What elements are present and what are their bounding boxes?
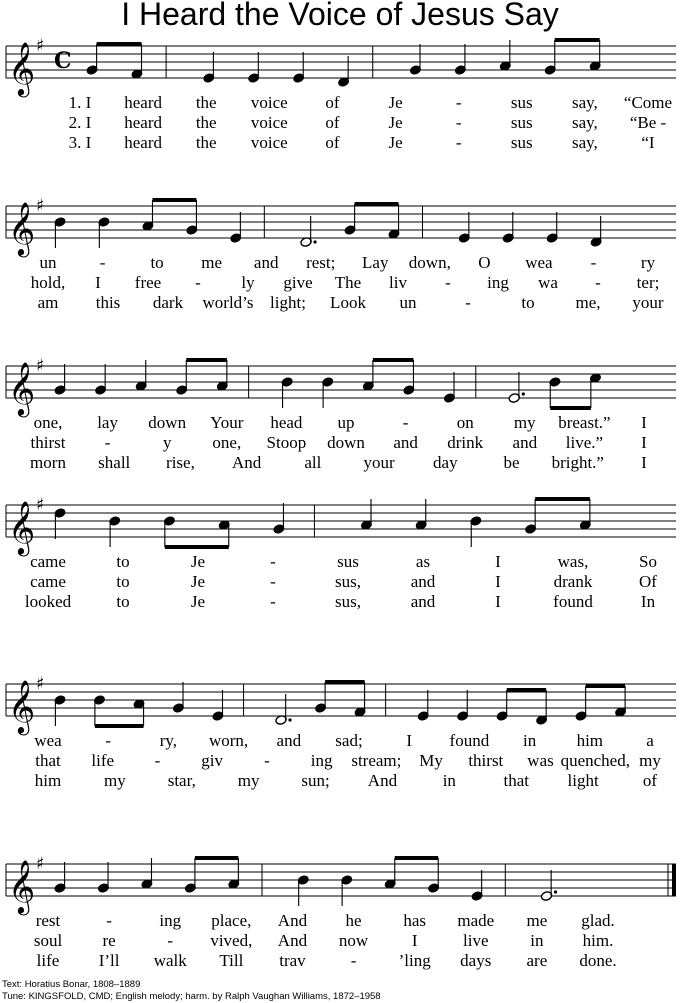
lyric-syllable: un — [39, 253, 57, 272]
lyric-syllable: - — [402, 413, 409, 432]
treble-clef: 𝄞 — [8, 500, 36, 554]
lyric-syllable: and — [410, 592, 436, 611]
lyric-syllable: - — [264, 751, 270, 770]
lyric-syllable: to — [150, 253, 164, 272]
lyric-syllable: sus — [337, 552, 359, 571]
lyric-syllable: ing — [310, 751, 333, 770]
lyric-syllable: days — [460, 951, 492, 970]
lyric-syllable: - — [445, 273, 451, 292]
lyric-syllable: trav — [279, 951, 306, 970]
hymn-title: I Heard the Voice of Jesus Say — [121, 0, 559, 32]
lyric-syllable: And — [232, 453, 262, 472]
lyric-syllable: and — [512, 433, 538, 452]
lyric-syllable: looked — [24, 592, 72, 611]
lyric-syllable: quenched, — [560, 751, 630, 770]
lyric-syllable: one, — [33, 413, 63, 432]
lyric-syllable: was — [527, 751, 554, 770]
lyric-syllable: Stoop — [266, 433, 307, 452]
lyric-syllable: - — [167, 931, 174, 950]
lyric-syllable: ’ling — [398, 951, 431, 970]
time-signature: C — [54, 48, 72, 74]
lyric-syllable: down, — [408, 253, 451, 272]
lyric-syllable: bright.” — [551, 453, 604, 472]
lyric-syllable: day — [433, 453, 458, 472]
treble-clef: 𝄞 — [8, 679, 36, 733]
lyric-syllable: 3. I — [68, 133, 92, 152]
lyric-syllable: soul — [33, 931, 63, 950]
lyric-syllable: life — [91, 751, 115, 770]
lyric-syllable: O — [478, 253, 491, 272]
lyric-syllable: - — [455, 133, 462, 152]
lyric-syllable: light; — [270, 293, 306, 312]
lyric-syllable: wa — [538, 273, 558, 292]
lyric-syllable: y — [162, 433, 172, 452]
lyric-syllable: - — [350, 951, 357, 970]
lyric-syllable: rest; — [306, 253, 336, 272]
lyric-syllable: sus — [510, 133, 533, 152]
lyric-syllable: Je — [190, 552, 206, 571]
lyric-syllable: And — [367, 771, 398, 790]
lyric-syllable: morn — [30, 453, 66, 472]
lyric-syllable: as — [415, 552, 431, 571]
lyric-syllable: all — [304, 453, 322, 472]
lyric-syllable: my — [513, 413, 536, 432]
lyric-syllable: in — [522, 731, 537, 750]
lyric-syllable: him — [576, 731, 604, 750]
lyric-syllable: my — [237, 771, 260, 790]
lyric-syllable: that — [503, 771, 529, 790]
lyric-syllable: your — [632, 293, 664, 312]
lyric-syllable: lay — [97, 413, 118, 432]
lyric-syllable: I — [641, 413, 647, 432]
lyric-syllable: sus, — [335, 592, 361, 611]
lyric-syllable: I — [406, 731, 413, 750]
lyric-syllable: my — [104, 771, 126, 790]
lyric-syllable: done. — [579, 951, 617, 970]
lyric-syllable: My — [419, 751, 443, 770]
key-signature-sharp: ♯ — [36, 495, 45, 515]
lyric-syllable: me, — [575, 293, 601, 312]
lyric-syllable: - — [105, 731, 112, 750]
lyric-syllable: “Come — [623, 93, 673, 112]
lyric-syllable: - — [455, 113, 462, 132]
lyric-syllable: - — [590, 253, 597, 272]
lyric-syllable: one, — [212, 433, 242, 452]
lyric-syllable: voice — [250, 133, 288, 152]
lyric-syllable: sus — [510, 113, 533, 132]
lyric-syllable: and — [410, 572, 436, 591]
lyric-syllable: - — [270, 572, 276, 591]
lyric-syllable: - — [154, 751, 161, 770]
lyric-syllable: live — [463, 931, 489, 950]
lyric-syllable: wea — [34, 731, 62, 750]
lyric-syllable: Look — [330, 293, 366, 312]
lyric-syllable: give — [283, 273, 313, 292]
lyric-syllable: say, — [571, 93, 598, 112]
lyric-syllable: 2. I — [68, 113, 92, 132]
augmentation-dot — [554, 890, 557, 893]
lyric-syllable: walk — [153, 951, 187, 970]
lyric-syllable: star, — [167, 771, 196, 790]
lyric-syllable: - — [595, 273, 601, 292]
lyric-syllable: Lay — [362, 253, 389, 272]
lyric-syllable: heard — [124, 93, 162, 112]
lyric-syllable: drank — [553, 572, 593, 591]
lyric-syllable: breast.” — [558, 413, 611, 432]
lyric-syllable: un — [399, 293, 417, 312]
lyric-syllable: head — [270, 413, 303, 432]
lyric-syllable: So — [639, 552, 657, 571]
lyric-syllable: giv — [201, 751, 224, 770]
lyric-syllable: thirst — [30, 433, 66, 452]
lyric-syllable: me — [201, 253, 223, 272]
lyric-syllable: live.” — [565, 433, 604, 452]
lyric-syllable: ry, — [159, 731, 178, 750]
lyric-syllable: - — [104, 433, 111, 452]
lyric-syllable: “I — [641, 133, 655, 152]
lyric-syllable: came — [30, 572, 66, 591]
lyric-syllable: of — [325, 113, 340, 132]
lyric-syllable: the — [195, 93, 217, 112]
lyric-syllable: I — [495, 572, 501, 591]
lyric-syllable: came — [30, 552, 66, 571]
lyric-syllable: the — [195, 133, 217, 152]
lyric-syllable: thirst — [468, 751, 504, 770]
lyric-syllable: Je — [388, 113, 403, 132]
lyric-syllable: I — [411, 931, 418, 950]
lyric-syllable: ter; — [636, 273, 660, 292]
lyric-syllable: I — [95, 273, 101, 292]
lyric-syllable: and — [253, 253, 279, 272]
key-signature-sharp: ♯ — [36, 356, 45, 376]
lyric-syllable: sad; — [335, 731, 363, 750]
lyric-syllable: I — [495, 552, 501, 571]
lyric-syllable: shall — [98, 453, 131, 472]
lyric-syllable: of — [325, 93, 340, 112]
lyric-syllable: ing — [487, 273, 509, 292]
lyric-syllable: And — [277, 931, 308, 950]
lyric-syllable: ly — [241, 273, 255, 292]
lyric-syllable: voice — [250, 93, 288, 112]
key-signature-sharp: ♯ — [36, 36, 45, 56]
lyric-syllable: in — [442, 771, 456, 790]
lyric-syllable: to — [116, 572, 130, 591]
lyric-syllable: and — [393, 433, 418, 452]
lyric-syllable: say, — [571, 133, 598, 152]
lyric-syllable: sus, — [335, 572, 361, 591]
treble-clef: 𝄞 — [8, 859, 36, 913]
lyric-syllable: are — [526, 951, 548, 970]
lyric-syllable: Your — [210, 413, 244, 432]
lyric-syllable: sun; — [301, 771, 330, 790]
lyric-syllable: The — [334, 273, 362, 292]
lyric-syllable: - — [270, 552, 276, 571]
lyric-syllable: heard — [124, 113, 162, 132]
lyric-syllable: In — [640, 592, 656, 611]
lyric-syllable: “Be - — [629, 113, 667, 132]
lyric-syllable: - — [106, 911, 112, 930]
lyric-syllable: - — [455, 93, 462, 112]
lyric-syllable: sus — [510, 93, 533, 112]
lyric-syllable: heard — [124, 133, 162, 152]
key-signature-sharp: ♯ — [36, 854, 45, 874]
lyric-syllable: liv — [389, 273, 407, 292]
lyric-syllable: on — [456, 413, 474, 432]
lyric-syllable: he — [345, 911, 362, 930]
lyric-syllable: world’s — [202, 293, 254, 312]
lyric-syllable: place, — [211, 911, 252, 930]
lyric-syllable: I — [495, 592, 501, 611]
lyric-syllable: dark — [152, 293, 184, 312]
lyric-syllable: my — [639, 751, 661, 770]
lyric-syllable: Je — [190, 572, 206, 591]
lyric-syllable: - — [270, 592, 276, 611]
lyric-syllable: Je — [388, 93, 403, 112]
lyric-syllable: - — [195, 273, 201, 292]
lyric-syllable: down — [148, 413, 187, 432]
lyric-syllable: in — [530, 931, 544, 950]
lyric-syllable: me — [526, 911, 548, 930]
lyric-syllable: to — [521, 293, 535, 312]
lyric-syllable: drink — [447, 433, 484, 452]
lyric-syllable: Je — [190, 592, 206, 611]
lyric-syllable: - — [465, 293, 471, 312]
lyric-syllable: And — [277, 911, 308, 930]
lyric-syllable: made — [457, 911, 495, 930]
lyric-syllable: your — [363, 453, 395, 472]
lyric-syllable: a — [646, 731, 654, 750]
lyric-syllable: glad. — [581, 911, 615, 930]
key-signature-sharp: ♯ — [36, 674, 45, 694]
lyric-syllable: found — [553, 592, 593, 611]
lyric-syllable: rise, — [166, 453, 195, 472]
lyric-syllable: - — [99, 253, 106, 272]
treble-clef: 𝄞 — [8, 201, 36, 255]
lyric-syllable: up — [337, 413, 355, 432]
lyric-syllable: be — [503, 453, 520, 472]
lyric-syllable: of — [325, 133, 340, 152]
lyric-syllable: was, — [557, 552, 589, 571]
lyric-syllable: ry — [640, 253, 656, 272]
lyric-syllable: worn, — [208, 731, 249, 750]
lyric-syllable: say, — [571, 113, 598, 132]
lyric-syllable: rest — [35, 911, 61, 930]
lyric-syllable: stream; — [351, 751, 402, 770]
lyric-syllable: life — [36, 951, 60, 970]
lyric-syllable: that — [35, 751, 61, 770]
lyric-syllable: now — [338, 931, 369, 950]
lyric-syllable: free — [134, 273, 162, 292]
lyric-syllable: light — [567, 771, 599, 790]
lyric-syllable: Till — [219, 951, 244, 970]
lyric-syllable: to — [116, 592, 130, 611]
lyric-syllable: re — [102, 931, 116, 950]
lyric-syllable: him — [34, 771, 62, 790]
lyric-syllable: this — [95, 293, 121, 312]
treble-clef: 𝄞 — [8, 41, 36, 95]
lyric-syllable: am — [37, 293, 59, 312]
lyric-syllable: found — [449, 731, 490, 750]
lyric-syllable: voice — [250, 113, 288, 132]
lyric-syllable: 1. I — [68, 93, 92, 112]
lyric-syllable: ing — [159, 911, 182, 930]
lyric-syllable: down — [327, 433, 365, 452]
tune-credit: Tune: KINGSFOLD, CMD; English melody; harm. by Ralph Vaughan Williams, 1872–1958 — [2, 991, 381, 1002]
lyric-syllable: I — [641, 433, 647, 452]
lyric-syllable: Je — [388, 133, 403, 152]
key-signature-sharp: ♯ — [36, 196, 45, 216]
text-credit: Text: Horatius Bonar, 1808–1889 — [2, 979, 141, 990]
lyric-syllable: him. — [582, 931, 614, 950]
lyric-syllable: to — [116, 552, 130, 571]
lyric-syllable: of — [642, 771, 658, 790]
treble-clef: 𝄞 — [8, 361, 36, 415]
lyric-syllable: I’ll — [98, 951, 120, 970]
lyric-syllable: Of — [639, 572, 657, 591]
lyric-syllable: has — [403, 911, 426, 930]
lyric-syllable: the — [195, 113, 217, 132]
lyric-syllable: hold, — [30, 273, 66, 292]
lyric-syllable: wea — [525, 253, 553, 272]
lyric-syllable: I — [641, 453, 647, 472]
lyric-syllable: and — [276, 731, 302, 750]
lyric-syllable: vived, — [210, 931, 253, 950]
